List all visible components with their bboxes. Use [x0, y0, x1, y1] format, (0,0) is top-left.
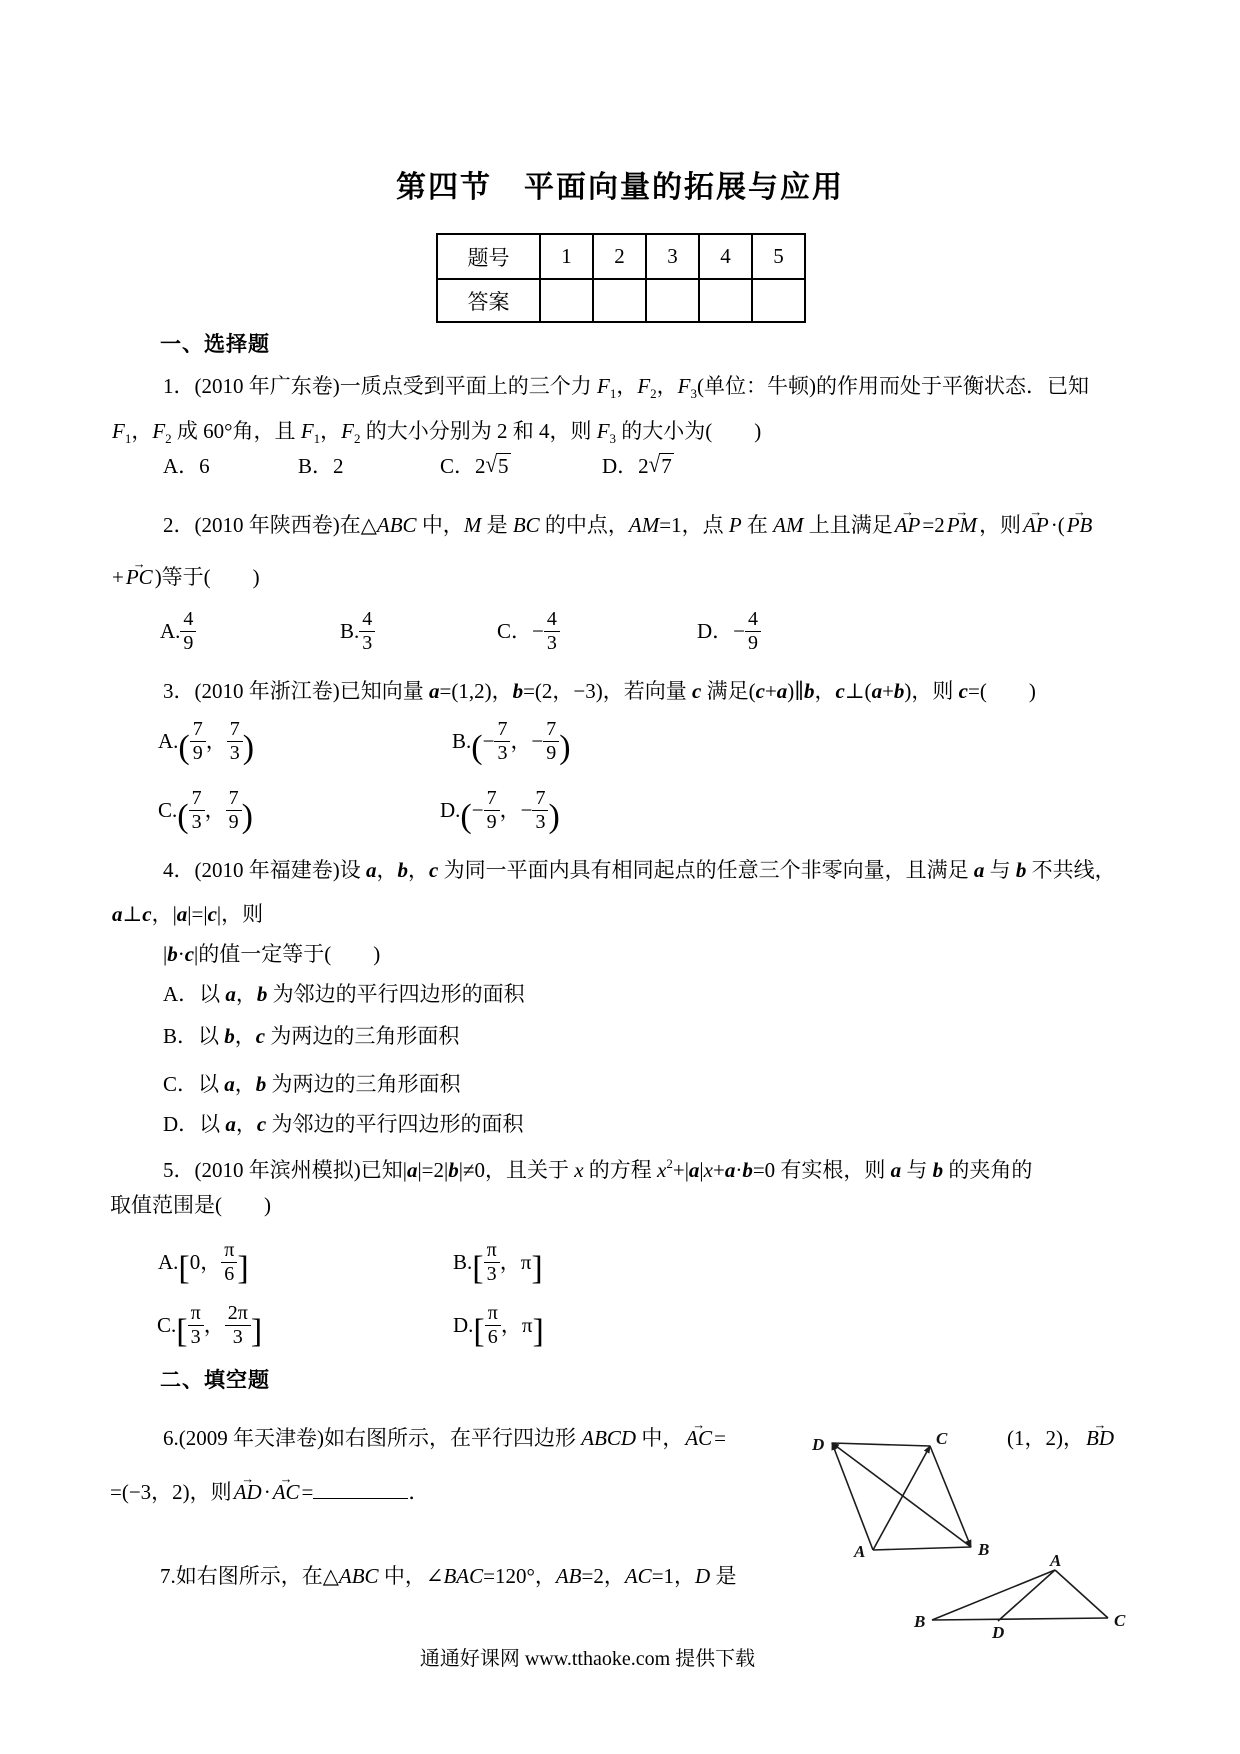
- parallelogram-figure: [806, 1426, 996, 1566]
- answer-table-qlabel: 题号: [437, 234, 540, 279]
- section-heading-blank: 二、填空题: [160, 1369, 270, 1392]
- answer-table: [436, 233, 806, 323]
- question-2-line-1: 2．(2010 年陕西卷)在△ABC 中，M 是 BC 的中点，AM=1，点 P 在 AM 上且满足→ AP=2→ PM，则→ AP·(→ PB: [163, 510, 1094, 540]
- triangle-vertex-a-label: A: [1050, 1552, 1062, 1570]
- question-5-line-1: 5．(2010 年滨州模拟)已知|a|=2|b|≠0，且关于 x 的方程 $x^2+|a|x+a\cdot b=0$ 有实根，则 a 与 b 的夹角的: [163, 1156, 1033, 1182]
- question-1-line-2: $F_1$，$F_2$ 成 60°角，且 $F_1$，$F_2$ 的大小分别为 2 和 4，则 $F_3$ 的大小为( ): [112, 419, 762, 446]
- question-5-line-2: 取值范围是( ): [110, 1193, 271, 1217]
- triangle-vertex-d-label: D: [992, 1623, 1005, 1642]
- answer-table-number-cell: 5: [752, 234, 805, 279]
- question-6-line-2: =(−3，2)，则→ AD·→ AC= ．: [110, 1477, 429, 1507]
- question-2-option-b: B. $\frac{4}{3}$: [340, 608, 375, 656]
- question-2-option-a: A. $\frac{4}{9}$: [160, 608, 196, 656]
- question-4-option-c: C．以 a，b 为两边的三角形面积: [163, 1072, 461, 1096]
- triangle-vertex-b-label: B: [914, 1612, 926, 1631]
- footer-text: 通通好课网 www.tthaoke.com 提供下载: [419, 1648, 756, 1670]
- question-3-option-c: C.( $\frac{7}{3}$ ， $\frac{7}{9}$ ): [158, 786, 253, 835]
- page-title: 第四节 平面向量的拓展与应用: [396, 171, 844, 204]
- question-1-option-c: C．2√5: [440, 450, 509, 478]
- question-1-option-a: A．6: [163, 454, 210, 478]
- question-1-line-1: 1．(2010 年广东卷)一质点受到平面上的三个力 $F_1$，$F_2$，$F_3$(单位：牛顿)的作用而处于平衡状态．已知: [163, 374, 1089, 401]
- question-3-option-a: A.( $\frac{7}{9}$ ， $\frac{7}{3}$ ): [158, 717, 255, 766]
- question-1-option-b: B．2: [298, 454, 344, 478]
- question-4-option-a: A．以 a，b 为邻边的平行四边形的面积: [163, 982, 525, 1006]
- question-4-line-3: |b·c|的值一定等于( ): [163, 942, 381, 966]
- answer-table-number-cell: 1: [540, 234, 593, 279]
- question-5-option-a: A.[0， $\frac{\pi}{6}$ ]: [158, 1238, 249, 1287]
- question-4-option-d: D．以 a，c 为邻边的平行四边形的面积: [163, 1112, 524, 1136]
- question-7-line-1: 7.如右图所示，在△ABC 中，∠BAC=120°，AB=2，AC=1，D 是: [160, 1564, 737, 1588]
- answer-table-number-cell: 4: [699, 234, 752, 279]
- answer-table-answer-row: [437, 279, 805, 322]
- parallelogram-vertex-d-label: D: [812, 1435, 825, 1454]
- question-6-line-1: 6.(2009 年天津卷)如右图所示，在平行四边形 ABCD 中，→ AC=: [163, 1423, 726, 1453]
- answer-table-answer-cell: [699, 279, 752, 322]
- parallelogram-vertex-a-label: A: [854, 1542, 866, 1561]
- question-5-option-b: B.[ $\frac{\pi}{3}$ ，π]: [453, 1238, 543, 1287]
- triangle-figure: [912, 1552, 1132, 1647]
- question-2-line-2: +→ PC)等于( ): [112, 562, 260, 592]
- question-4-line-1: 4．(2010 年福建卷)设 a，b，c 为同一平面内具有相同起点的任意三个非零向量，且满足 a 与 b 不共线，: [163, 858, 1116, 882]
- question-3-option-d: D.(− $\frac{7}{9}$ ，− $\frac{7}{3}$ ): [440, 786, 560, 835]
- question-3-line-1: 3．(2010 年浙江卷)已知向量 a=(1,2)，b=(2，−3)，若向量 c 满足(c+a)∥b，c⊥(a+b)，则 c=( ): [163, 679, 1036, 703]
- question-6-line-1-right: (1，2)，→ BD: [1007, 1423, 1116, 1453]
- answer-table-number-cell: 3: [646, 234, 699, 279]
- parallelogram-vertex-b-label: B: [978, 1540, 990, 1559]
- answer-table-answer-cell: [646, 279, 699, 322]
- question-1-option-d: D．2√7: [602, 450, 672, 478]
- answer-table-number-row: [437, 234, 805, 279]
- answer-table-answer-cell: [752, 279, 805, 322]
- question-3-option-b: B.(− $\frac{7}{3}$ ，− $\frac{7}{9}$ ): [452, 717, 571, 766]
- question-2-option-d: D．− $\frac{4}{9}$: [697, 608, 761, 656]
- answer-table-alabel: 答案: [437, 279, 540, 322]
- question-4-option-b: B．以 b，c 为两边的三角形面积: [163, 1024, 460, 1048]
- question-2-option-c: C．− $\frac{4}{3}$: [497, 608, 560, 656]
- section-heading-choice: 一、选择题: [160, 333, 270, 356]
- answer-table-answer-cell: [540, 279, 593, 322]
- question-5-option-c: C.[ $\frac{\pi}{3}$ ， $\frac{2\pi}{3}$ ]: [157, 1301, 263, 1350]
- answer-table-answer-cell: [593, 279, 646, 322]
- parallelogram-vertex-c-label: C: [936, 1429, 948, 1448]
- answer-table-number-cell: 2: [593, 234, 646, 279]
- triangle-vertex-c-label: C: [1114, 1611, 1126, 1630]
- question-4-line-2: a⊥c，|a|=|c|，则: [112, 902, 264, 926]
- question-5-option-d: D.[ $\frac{\pi}{6}$ ，π]: [453, 1301, 544, 1350]
